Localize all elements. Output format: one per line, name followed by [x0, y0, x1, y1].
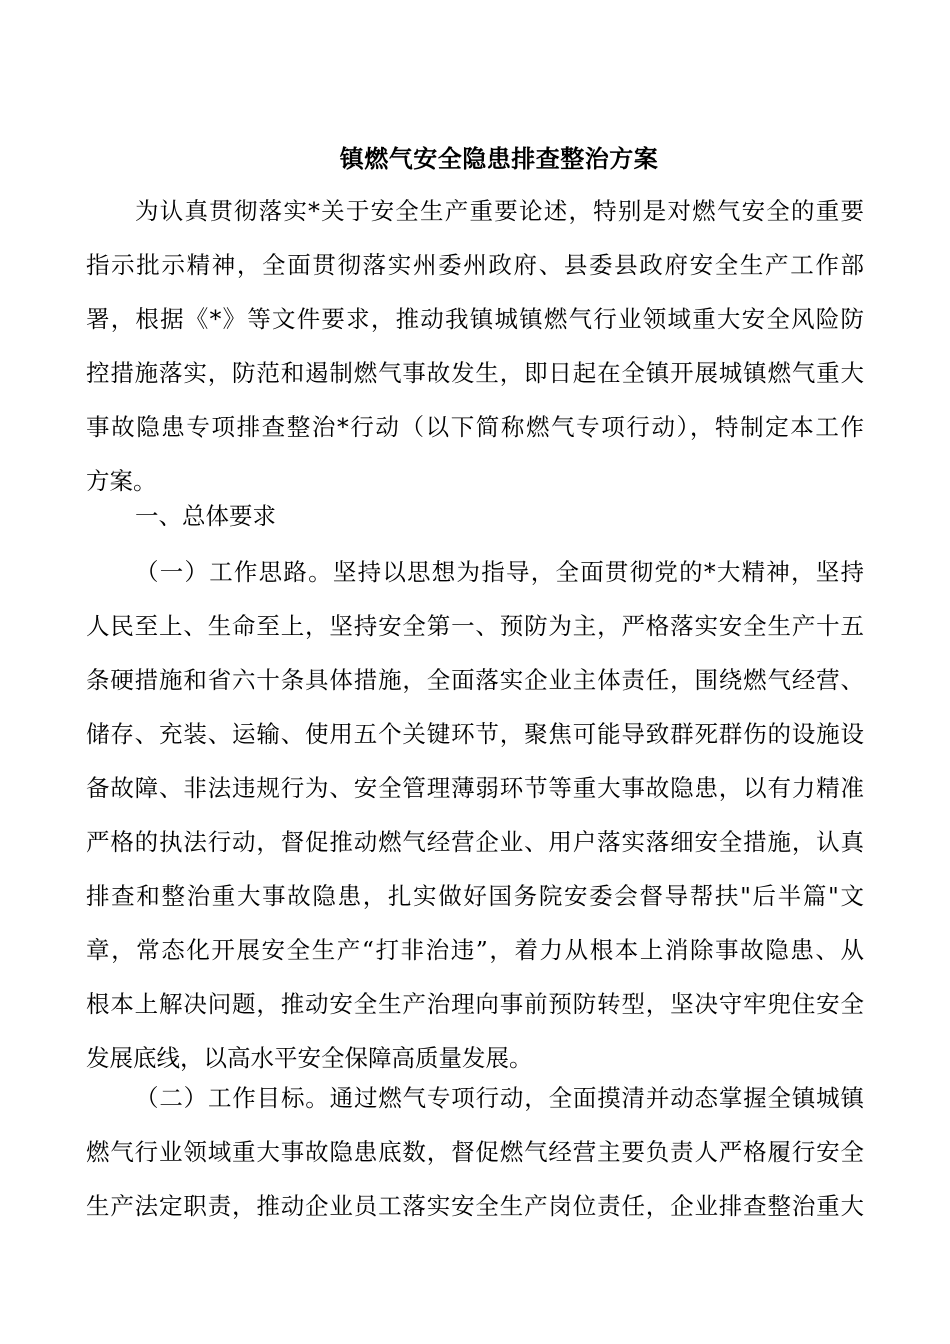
paragraph-line: 严格的执法行动，督促推动燃气经营企业、用户落实落细安全措施，认真 [86, 828, 864, 856]
paragraph-line: 排查和整治重大事故隐患，扎实做好国务院安委会督导帮扶"后半篇"文 [86, 882, 864, 910]
paragraph-line: 燃气行业领域重大事故隐患底数，督促燃气经营主要负责人严格履行安全 [86, 1138, 864, 1166]
paragraph-line: （二）工作目标。通过燃气专项行动，全面摸清并动态掌握全镇城镇 [135, 1084, 864, 1112]
work-goal-paragraph [86, 1071, 864, 1233]
paragraph-line: 署，根据《*》等文件要求，推动我镇城镇燃气行业领域重大安全风险防 [86, 305, 864, 333]
document-title: 镇燃气安全隐患排查整治方案 [339, 144, 659, 173]
paragraph-line: 生产法定职责，推动企业员工落实安全生产岗位责任，企业排查整治重大 [86, 1192, 864, 1220]
section-heading-text: 一、总体要求 [135, 502, 276, 530]
section-heading [86, 489, 864, 543]
paragraph-line: 备故障、非法违规行为、安全管理薄弱环节等重大事故隐患，以有力精准 [86, 774, 864, 802]
paragraph-line: 根本上解决问题，推动安全生产治理向事前预防转型，坚决守牢兜住安全 [86, 990, 864, 1018]
paragraph-line: 章，常态化开展安全生产“打非治违”，着力从根本上消除事故隐患、从 [86, 936, 864, 964]
paragraph-line: 方案。 [86, 467, 157, 495]
paragraph-line: （一）工作思路。坚持以思想为指导，全面贯彻党的*大精神，坚持 [135, 558, 864, 586]
paragraph-line: 指示批示精神，全面贯彻落实州委州政府、县委县政府安全生产工作部 [86, 251, 864, 279]
paragraph-line: 控措施落实，防范和遏制燃气事故发生，即日起在全镇开展城镇燃气重大 [86, 359, 864, 387]
paragraph-line: 条硬措施和省六十条具体措施，全面落实企业主体责任，围绕燃气经营、 [86, 666, 864, 694]
paragraph-line: 事故隐患专项排查整治*行动（以下简称燃气专项行动），特制定本工作 [86, 413, 864, 441]
paragraph-line: 为认真贯彻落实*关于安全生产重要论述，特别是对燃气安全的重要 [135, 197, 864, 225]
intro-paragraph [86, 184, 864, 508]
work-approach-paragraph [86, 545, 864, 1085]
paragraph-line: 人民至上、生命至上，坚持安全第一、预防为主，严格落实安全生产十五 [86, 612, 864, 640]
paragraph-line: 发展底线，以高水平安全保障高质量发展。 [86, 1044, 533, 1072]
paragraph-line: 储存、充装、运输、使用五个关键环节，聚焦可能导致群死群伤的设施设 [86, 720, 864, 748]
